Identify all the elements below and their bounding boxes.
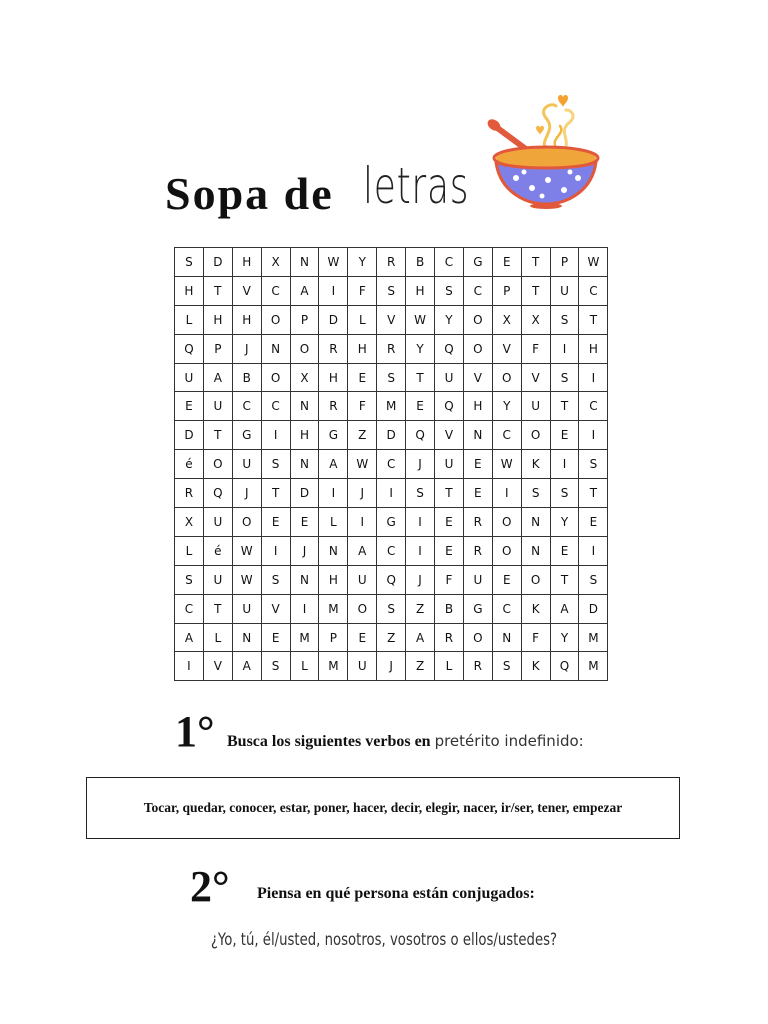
grid-cell: L bbox=[175, 305, 204, 334]
grid-cell: E bbox=[550, 536, 579, 565]
grid-cell: D bbox=[579, 594, 608, 623]
grid-cell: Y bbox=[492, 392, 521, 421]
grid-cell: A bbox=[348, 536, 377, 565]
grid-cell: N bbox=[319, 536, 348, 565]
grid-cell: U bbox=[550, 276, 579, 305]
grid-cell: U bbox=[232, 450, 261, 479]
grid-cell: X bbox=[175, 508, 204, 537]
grid-row bbox=[175, 479, 608, 508]
grid-cell: T bbox=[435, 479, 464, 508]
person-question bbox=[0, 930, 768, 950]
grid-cell: A bbox=[232, 652, 261, 681]
grid-cell: E bbox=[348, 363, 377, 392]
grid-cell: P bbox=[492, 276, 521, 305]
grid-cell: C bbox=[579, 276, 608, 305]
grid-cell: E bbox=[261, 623, 290, 652]
grid-cell: R bbox=[175, 479, 204, 508]
grid-cell: L bbox=[175, 536, 204, 565]
grid-cell: E bbox=[435, 508, 464, 537]
grid-cell: S bbox=[261, 652, 290, 681]
grid-cell: S bbox=[261, 565, 290, 594]
grid-cell: L bbox=[203, 623, 232, 652]
grid-row bbox=[175, 652, 608, 681]
verb-list-box bbox=[86, 777, 680, 839]
grid-row bbox=[175, 334, 608, 363]
grid-cell: Y bbox=[550, 508, 579, 537]
grid-cell: Y bbox=[550, 623, 579, 652]
grid-cell: I bbox=[579, 421, 608, 450]
grid-cell: I bbox=[550, 334, 579, 363]
grid-cell: V bbox=[463, 363, 492, 392]
grid-cell: Q bbox=[175, 334, 204, 363]
grid-cell: E bbox=[290, 508, 319, 537]
grid-cell: D bbox=[290, 479, 319, 508]
grid-cell: C bbox=[261, 392, 290, 421]
grid-cell: X bbox=[290, 363, 319, 392]
grid-cell: T bbox=[203, 594, 232, 623]
grid-cell: U bbox=[435, 450, 464, 479]
grid-cell: C bbox=[492, 594, 521, 623]
grid-cell: I bbox=[579, 536, 608, 565]
grid-cell: H bbox=[406, 276, 435, 305]
grid-cell: O bbox=[521, 421, 550, 450]
grid-cell: J bbox=[290, 536, 319, 565]
grid-cell: X bbox=[521, 305, 550, 334]
grid-cell: E bbox=[406, 392, 435, 421]
grid-cell: O bbox=[261, 363, 290, 392]
grid-cell: V bbox=[261, 594, 290, 623]
grid-cell: J bbox=[232, 334, 261, 363]
grid-cell: E bbox=[463, 450, 492, 479]
grid-cell: U bbox=[348, 652, 377, 681]
grid-cell: é bbox=[203, 536, 232, 565]
grid-cell: C bbox=[579, 392, 608, 421]
grid-cell: O bbox=[463, 334, 492, 363]
grid-cell: I bbox=[492, 479, 521, 508]
grid-cell: V bbox=[232, 276, 261, 305]
grid-cell: S bbox=[377, 594, 406, 623]
grid-cell: G bbox=[377, 508, 406, 537]
step-2-number: 2° bbox=[190, 862, 230, 911]
grid-cell: H bbox=[348, 334, 377, 363]
grid-cell: U bbox=[203, 508, 232, 537]
grid-cell: I bbox=[319, 276, 348, 305]
grid-cell: O bbox=[232, 508, 261, 537]
grid-row bbox=[175, 536, 608, 565]
grid-cell: Q bbox=[406, 421, 435, 450]
grid-cell: U bbox=[348, 565, 377, 594]
grid-cell: I bbox=[550, 450, 579, 479]
grid-cell: T bbox=[203, 421, 232, 450]
grid-cell: N bbox=[463, 421, 492, 450]
grid-cell: Q bbox=[203, 479, 232, 508]
grid-cell: Z bbox=[377, 623, 406, 652]
grid-cell: V bbox=[492, 334, 521, 363]
grid-cell: W bbox=[319, 248, 348, 277]
grid-cell: J bbox=[406, 565, 435, 594]
grid-cell: I bbox=[348, 508, 377, 537]
grid-cell: F bbox=[348, 392, 377, 421]
grid-cell: H bbox=[579, 334, 608, 363]
grid-cell: E bbox=[492, 248, 521, 277]
grid-cell: E bbox=[175, 392, 204, 421]
grid-cell: F bbox=[348, 276, 377, 305]
grid-row bbox=[175, 623, 608, 652]
word-search-grid bbox=[174, 247, 608, 681]
grid-cell: I bbox=[377, 479, 406, 508]
grid-cell: S bbox=[261, 450, 290, 479]
grid-row bbox=[175, 508, 608, 537]
grid-cell: S bbox=[521, 479, 550, 508]
grid-cell: Q bbox=[550, 652, 579, 681]
grid-cell: M bbox=[377, 392, 406, 421]
grid-cell: A bbox=[203, 363, 232, 392]
person-question-text: ¿Yo, tú, él/usted, nosotros, vosotros o ellos/ustedes? bbox=[210, 930, 558, 950]
grid-cell: E bbox=[463, 479, 492, 508]
grid-cell: M bbox=[579, 652, 608, 681]
grid-cell: J bbox=[377, 652, 406, 681]
grid-cell: I bbox=[175, 652, 204, 681]
grid-cell: Z bbox=[406, 594, 435, 623]
grid-cell: I bbox=[406, 536, 435, 565]
grid-row bbox=[175, 565, 608, 594]
grid-cell: T bbox=[203, 276, 232, 305]
grid-cell: H bbox=[232, 305, 261, 334]
grid-cell: C bbox=[232, 392, 261, 421]
grid-cell: W bbox=[348, 450, 377, 479]
grid-cell: P bbox=[319, 623, 348, 652]
grid-cell: H bbox=[203, 305, 232, 334]
grid-cell: F bbox=[435, 565, 464, 594]
grid-cell: S bbox=[377, 276, 406, 305]
grid-cell: J bbox=[232, 479, 261, 508]
grid-row bbox=[175, 363, 608, 392]
grid-cell: H bbox=[232, 248, 261, 277]
grid-cell: Y bbox=[435, 305, 464, 334]
grid-cell: S bbox=[377, 363, 406, 392]
grid-cell: G bbox=[463, 594, 492, 623]
step-1-number: 1° bbox=[175, 707, 215, 756]
grid-cell: I bbox=[319, 479, 348, 508]
grid-cell: J bbox=[348, 479, 377, 508]
grid-cell: O bbox=[290, 334, 319, 363]
grid-cell: C bbox=[492, 421, 521, 450]
grid-cell: W bbox=[579, 248, 608, 277]
grid-cell: H bbox=[290, 421, 319, 450]
grid-cell: R bbox=[463, 652, 492, 681]
grid-cell: W bbox=[232, 536, 261, 565]
grid-cell: H bbox=[319, 363, 348, 392]
grid-cell: R bbox=[435, 623, 464, 652]
grid-row bbox=[175, 248, 608, 277]
grid-cell: T bbox=[550, 565, 579, 594]
grid-cell: V bbox=[435, 421, 464, 450]
grid-cell: N bbox=[290, 392, 319, 421]
grid-cell: I bbox=[579, 363, 608, 392]
grid-cell: G bbox=[232, 421, 261, 450]
grid-cell: J bbox=[406, 450, 435, 479]
grid-cell: I bbox=[261, 536, 290, 565]
grid-cell: L bbox=[348, 305, 377, 334]
grid-cell: L bbox=[319, 508, 348, 537]
grid-cell: S bbox=[579, 450, 608, 479]
grid-cell: U bbox=[203, 565, 232, 594]
grid-cell: C bbox=[377, 536, 406, 565]
grid-cell: O bbox=[492, 363, 521, 392]
grid-row bbox=[175, 392, 608, 421]
grid-cell: S bbox=[579, 565, 608, 594]
grid-cell: E bbox=[348, 623, 377, 652]
grid-cell: S bbox=[550, 305, 579, 334]
grid-cell: Y bbox=[406, 334, 435, 363]
step-1-highlight: pretérito indefinido: bbox=[434, 732, 584, 750]
grid-cell: F bbox=[521, 334, 550, 363]
grid-cell: X bbox=[261, 248, 290, 277]
grid-cell: O bbox=[348, 594, 377, 623]
grid-cell: O bbox=[261, 305, 290, 334]
grid-cell: V bbox=[203, 652, 232, 681]
grid-cell: B bbox=[435, 594, 464, 623]
grid-cell: M bbox=[319, 594, 348, 623]
grid-cell: S bbox=[175, 565, 204, 594]
verb-list: Tocar, quedar, conocer, estar, poner, hacer, decir, elegir, nacer, ir/ser, tener, empezar bbox=[143, 800, 623, 815]
grid-cell: T bbox=[521, 248, 550, 277]
grid-cell: U bbox=[232, 594, 261, 623]
grid-row bbox=[175, 305, 608, 334]
grid-row bbox=[175, 276, 608, 305]
grid-cell: T bbox=[406, 363, 435, 392]
grid-cell: A bbox=[175, 623, 204, 652]
grid-cell: S bbox=[492, 652, 521, 681]
grid-cell: N bbox=[232, 623, 261, 652]
grid-cell: S bbox=[406, 479, 435, 508]
grid-cell: H bbox=[319, 565, 348, 594]
grid-cell: O bbox=[463, 623, 492, 652]
grid-cell: P bbox=[550, 248, 579, 277]
grid-cell: R bbox=[463, 508, 492, 537]
grid-cell: M bbox=[290, 623, 319, 652]
grid-cell: S bbox=[550, 363, 579, 392]
grid-cell: R bbox=[319, 334, 348, 363]
grid-cell: T bbox=[261, 479, 290, 508]
grid-cell: P bbox=[290, 305, 319, 334]
grid-cell: E bbox=[550, 421, 579, 450]
grid-cell: U bbox=[435, 363, 464, 392]
grid-row bbox=[175, 421, 608, 450]
grid-cell: D bbox=[203, 248, 232, 277]
step-2-text: Piensa en qué persona están conjugados: bbox=[257, 885, 535, 902]
grid-cell: G bbox=[463, 248, 492, 277]
grid-cell: F bbox=[521, 623, 550, 652]
grid-cell: O bbox=[463, 305, 492, 334]
grid-cell: C bbox=[175, 594, 204, 623]
grid-cell: A bbox=[319, 450, 348, 479]
grid-cell: S bbox=[175, 248, 204, 277]
grid-cell: N bbox=[521, 536, 550, 565]
grid-cell: C bbox=[261, 276, 290, 305]
grid-cell: S bbox=[435, 276, 464, 305]
grid-cell: N bbox=[492, 623, 521, 652]
grid-cell: I bbox=[261, 421, 290, 450]
grid-cell: C bbox=[377, 450, 406, 479]
grid-row bbox=[175, 594, 608, 623]
grid-cell: D bbox=[175, 421, 204, 450]
grid-cell: E bbox=[492, 565, 521, 594]
grid-cell: L bbox=[290, 652, 319, 681]
grid-cell: N bbox=[290, 450, 319, 479]
grid-cell: V bbox=[377, 305, 406, 334]
grid-cell: I bbox=[406, 508, 435, 537]
grid-cell: U bbox=[203, 392, 232, 421]
grid-cell: N bbox=[521, 508, 550, 537]
grid-cell: B bbox=[232, 363, 261, 392]
grid-cell: M bbox=[319, 652, 348, 681]
title-part-2: letras bbox=[363, 157, 470, 215]
grid-cell: U bbox=[521, 392, 550, 421]
grid-cell: S bbox=[550, 479, 579, 508]
grid-cell: A bbox=[406, 623, 435, 652]
grid-cell: Y bbox=[348, 248, 377, 277]
step-1-instruction bbox=[227, 732, 584, 751]
grid-cell: R bbox=[377, 334, 406, 363]
grid-cell: é bbox=[175, 450, 204, 479]
grid-cell: O bbox=[521, 565, 550, 594]
grid-cell: U bbox=[175, 363, 204, 392]
grid-cell: O bbox=[203, 450, 232, 479]
grid-cell: I bbox=[290, 594, 319, 623]
grid-cell: U bbox=[463, 565, 492, 594]
grid-cell: V bbox=[521, 363, 550, 392]
grid-cell: R bbox=[463, 536, 492, 565]
grid-cell: C bbox=[463, 276, 492, 305]
grid-cell: T bbox=[579, 479, 608, 508]
grid-cell: D bbox=[377, 421, 406, 450]
grid-cell: B bbox=[406, 248, 435, 277]
grid-cell: K bbox=[521, 652, 550, 681]
grid-cell: R bbox=[377, 248, 406, 277]
grid-cell: Q bbox=[435, 334, 464, 363]
grid-cell: T bbox=[579, 305, 608, 334]
grid-cell: A bbox=[290, 276, 319, 305]
grid-cell: M bbox=[579, 623, 608, 652]
grid-cell: E bbox=[261, 508, 290, 537]
grid-cell: H bbox=[175, 276, 204, 305]
grid-cell: T bbox=[550, 392, 579, 421]
grid-cell: A bbox=[550, 594, 579, 623]
grid-cell: E bbox=[579, 508, 608, 537]
grid-cell: T bbox=[521, 276, 550, 305]
grid-cell: X bbox=[492, 305, 521, 334]
grid-cell: Z bbox=[406, 652, 435, 681]
grid-cell: Q bbox=[377, 565, 406, 594]
grid-cell: H bbox=[463, 392, 492, 421]
grid-cell: N bbox=[290, 565, 319, 594]
grid-cell: W bbox=[406, 305, 435, 334]
grid-cell: D bbox=[319, 305, 348, 334]
grid-cell: Q bbox=[435, 392, 464, 421]
soup-bowl-icon bbox=[486, 92, 602, 210]
grid-cell: W bbox=[232, 565, 261, 594]
grid-cell: L bbox=[435, 652, 464, 681]
grid-cell: E bbox=[435, 536, 464, 565]
grid-cell: O bbox=[492, 508, 521, 537]
grid-cell: N bbox=[261, 334, 290, 363]
grid-cell: G bbox=[319, 421, 348, 450]
grid-cell: P bbox=[203, 334, 232, 363]
grid-cell: C bbox=[435, 248, 464, 277]
grid-cell: O bbox=[492, 536, 521, 565]
grid-cell: W bbox=[492, 450, 521, 479]
grid-cell: K bbox=[521, 450, 550, 479]
grid-cell: Z bbox=[348, 421, 377, 450]
step-1-text: Busca los siguientes verbos en bbox=[227, 733, 431, 750]
grid-cell: R bbox=[319, 392, 348, 421]
title-part-1: Sopa de bbox=[165, 168, 334, 219]
grid-cell: N bbox=[290, 248, 319, 277]
grid-cell: K bbox=[521, 594, 550, 623]
grid-row bbox=[175, 450, 608, 479]
